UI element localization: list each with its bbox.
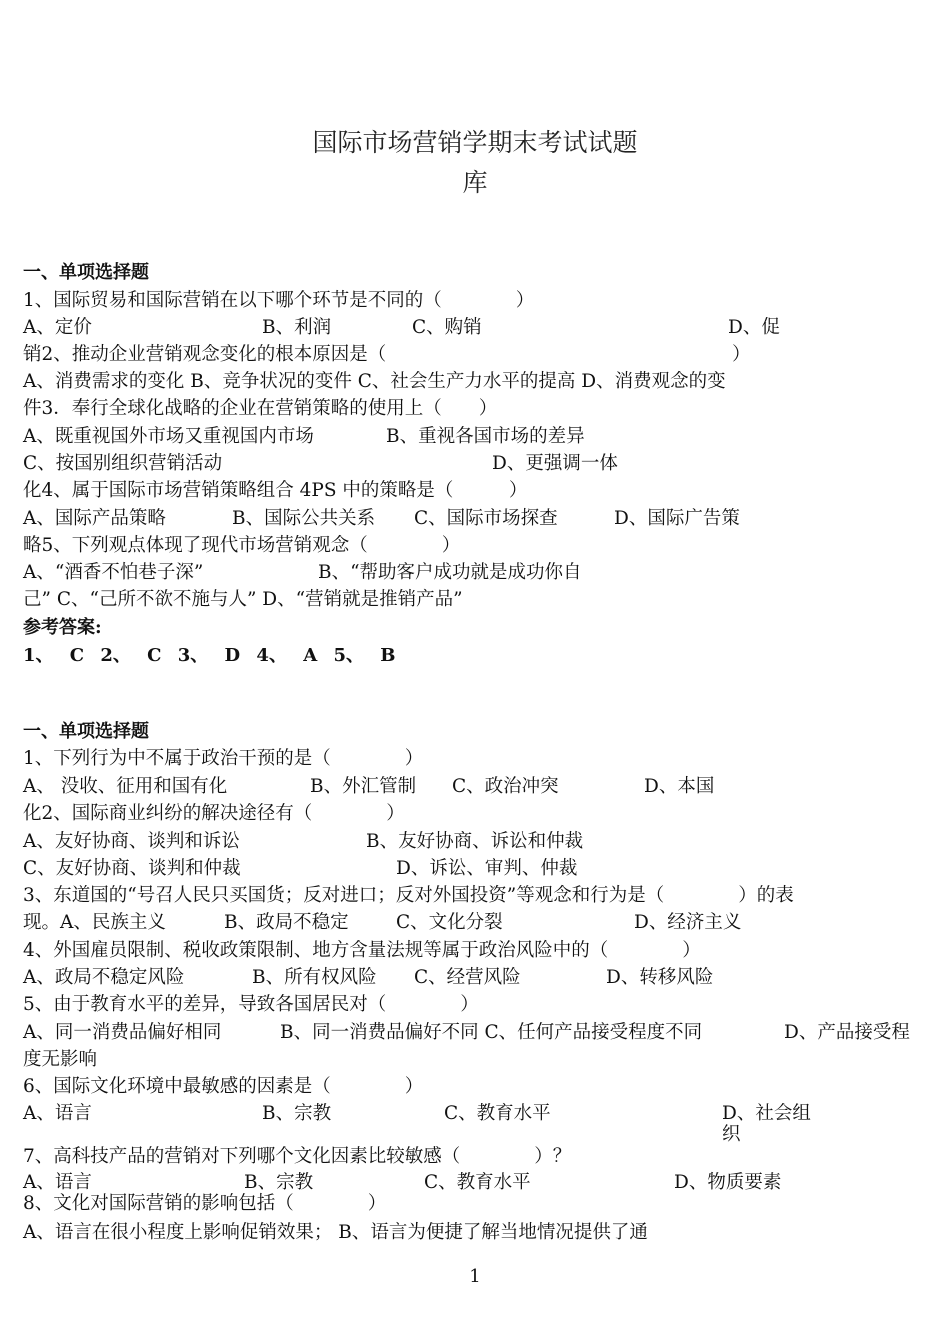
question-line: 8、文化对国际营销的影响包括（ ） [23,1193,387,1214]
question-line: 略5、下列观点体现了现代市场营销观念（ ） [23,535,461,556]
option-d: D、本国 [644,776,715,797]
option-b: B、友好协商、诉讼和仲裁 [366,831,584,852]
option-a: A、 没收、征用和国有化 [23,776,228,797]
answer-heading: 参考答案: [23,617,102,638]
option-b: B、政局不稳定 [224,912,349,933]
option-d: D、社会组 [722,1103,811,1124]
question-line: 化2、国际商业纠纷的解决途径有（ ） [23,803,405,824]
option-d: D、物质要素 [674,1172,782,1193]
option-a: A、既重视国外市场又重视国内市场 [23,426,314,447]
option-d: D、促 [728,317,780,338]
option-line: A、消费需求的变化 B、竞争状况的变件 C、社会生产力水平的提高 D、消费观念的变 [23,371,726,392]
question-line: 件3．奉行全球化战略的企业在营销策略的使用上（ ） [23,398,498,419]
option-b: B、所有权风险 [252,967,377,988]
option-c: C、政治冲突 [452,776,559,797]
option-a: A、定价 [23,317,92,338]
question-line: 4、外国雇员限制、税收政策限制、地方含量法规等属于政治风险中的（ ） [23,940,701,961]
option-a: A、友好协商、谈判和诉讼 [23,831,240,852]
option-b: B、利润 [262,317,332,338]
option-d: D、国际广告策 [614,508,740,529]
option-d-wrap: 织 [722,1124,741,1145]
option-a: A、“酒香不怕巷子深” [23,562,204,583]
question-line: 7、高科技产品的营销对下列哪个文化因素比较敏感（ ）？ [23,1146,572,1167]
option-line: 己” C、“己所不欲不施与人” D、“营销就是推销产品” [23,589,463,610]
option-d: D、诉讼、审判、仲裁 [396,858,578,879]
option-b: B、外汇管制 [310,776,417,797]
title-line-1: 国际市场营销学期末考试试题 [312,128,638,157]
option-d: D、经济主义 [634,912,742,933]
page-number: 1 [469,1266,481,1287]
option-c: C、教育水平 [444,1103,551,1124]
option-d: D、产品接受程 [784,1022,910,1043]
answer-key: 1、 C 2、 C 3、 D 4、 A 5、 B [23,645,396,666]
option-line: 度无影响 [23,1049,98,1070]
question-line: 3、东道国的“号召人民只买国货；反对进口；反对外国投资”等观念和行为是（ ）的表 [23,885,794,906]
option-c: C、经营风险 [414,967,521,988]
option-a: A、语言 [23,1103,92,1124]
option-d: D、更强调一体 [492,453,618,474]
question-line-end: ） [732,344,751,365]
option-b: B、同一消费品偏好不同 C、任何产品接受程度不同 [280,1022,703,1043]
title-line-2: 库 [462,168,488,197]
option-c: C、友好协商、谈判和仲裁 [23,858,241,879]
option-d: D、转移风险 [606,967,714,988]
question-line: 化4、属于国际市场营销策略组合 4PS 中的策略是（ ） [23,480,528,501]
option-c: C、购销 [412,317,482,338]
option-b: B、宗教 [244,1172,314,1193]
question-line: 1、下列行为中不属于政治干预的是（ ） [23,748,424,769]
option-a: A、同一消费品偏好相同 [23,1022,222,1043]
option-a: 现。A、民族主义 [23,912,166,933]
section-heading: 一、单项选择题 [23,262,149,283]
option-b: B、“帮助客户成功就是成功你自 [318,562,582,583]
option-a: A、国际产品策略 [23,508,166,529]
option-b: B、宗教 [262,1103,332,1124]
question-line: 5、由于教育水平的差异，导致各国居民对（ ） [23,994,479,1015]
question-line: 1、国际贸易和国际营销在以下哪个环节是不同的（ ） [23,290,535,311]
option-a: A、政局不稳定风险 [23,967,185,988]
section-heading: 一、单项选择题 [23,721,149,742]
option-c: C、文化分裂 [396,912,503,933]
option-c: C、教育水平 [424,1172,531,1193]
option-b: B、国际公共关系 [232,508,376,529]
question-line: 6、国际文化环境中最敏感的因素是（ ） [23,1076,424,1097]
option-b: B、重视各国市场的差异 [386,426,585,447]
option-a: A、语言 [23,1172,92,1193]
option-c: C、按国别组织营销活动 [23,453,223,474]
option-c: C、国际市场探查 [414,508,558,529]
question-line: 销2、推动企业营销观念变化的根本原因是（ [23,344,387,365]
option-line: A、语言在很小程度上影响促销效果； B、语言为便捷了解当地情况提供了通 [23,1222,648,1243]
